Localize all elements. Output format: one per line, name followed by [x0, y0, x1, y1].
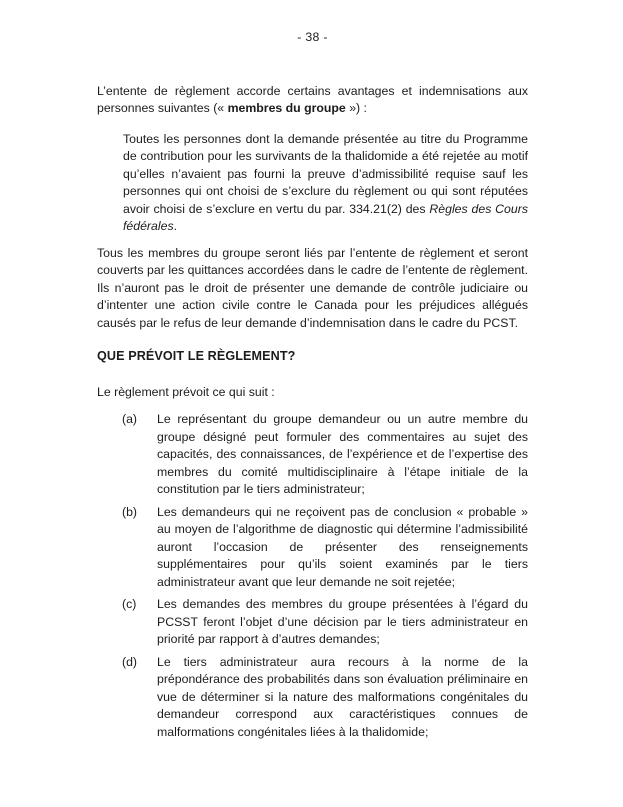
list-item-marker: (a) [122, 412, 138, 426]
paragraph-class-members-bound: Tous les membres du groupe seront liés par l’entente de règlement et seront couverts par les quittances accordées dans le cadre de l’entente de règlement. Ils n’auront pas le droit de présenter une demande de contrôle judiciaire ou d’intenter une action civile contre le Canada pour les préjudices allégués causés par le refus de leur demande d’indemnisation dans le cadre du PCST. [97, 245, 528, 330]
list-item-text: Les demandes des membres du groupe présentées à l’égard du PCSST feront l’objet d’une décision par le tiers administrateur en priorité par rapport à d’autres demandes; [157, 597, 528, 646]
blockquote-class-definition: Toutes les personnes dont la demande présentée au titre du Programme de contribution pour les survivants de la thalidomide a été rejetée au motif qu’elles n’avaient pas fourni la preuve d’admissibilité requise sauf les personnes qui ont choisi de s’exclure du règlement ou qui sont réputées avoir choisi de s’exclure en vertu du par. 334.21(2) des Règles des Cours fédérales. [123, 131, 528, 233]
list-item-marker: (c) [122, 597, 137, 611]
list-item-b [97, 504, 528, 592]
list-item-d [97, 654, 528, 742]
page-number: - 38 - [297, 30, 328, 44]
paragraph-settlement-benefits: L’entente de règlement accorde certains avantages et indemnisations aux personnes suivantes (« membres du groupe ») : [97, 83, 528, 115]
section-heading: QUE PRÉVOIT LE RÈGLEMENT? [97, 349, 296, 363]
paragraph-list-intro: Le règlement prévoit ce qui suit : [97, 384, 275, 399]
list-item-text: Le représentant du groupe demandeur ou un autre membre du groupe désigné peut formuler des commentaires au sujet des capacités, des connaissances, de l’expérience et de l’expertise des membres du comité multidisciplinaire à l’étape initiale de la constitution par le tiers administrateur; [157, 412, 528, 496]
list-item-text: Les demandeurs qui ne reçoivent pas de conclusion « probable » au moyen de l’algorithme de diagnostic qui détermine l’admissibilité auront l’occasion de présenter des renseignements supplémentaires pour qu’ils soient examinés par le tiers administrateur avant que leur demande ne soit rejetée; [157, 504, 528, 589]
list-item-marker: (d) [122, 654, 138, 669]
list-item-marker: (b) [122, 504, 138, 519]
list-item-a [97, 411, 528, 499]
provisions-list [97, 411, 528, 741]
list-item-text: Le tiers administrateur aura recours à la norme de la prépondérance des probabilités dans son évaluation préliminaire en vue de déterminer si la nature des malformations congénitales du demandeur correspond aux caractéristiques connues de malformations congénitales liées à la thalidomide; [157, 654, 528, 739]
list-item-c [97, 596, 528, 649]
